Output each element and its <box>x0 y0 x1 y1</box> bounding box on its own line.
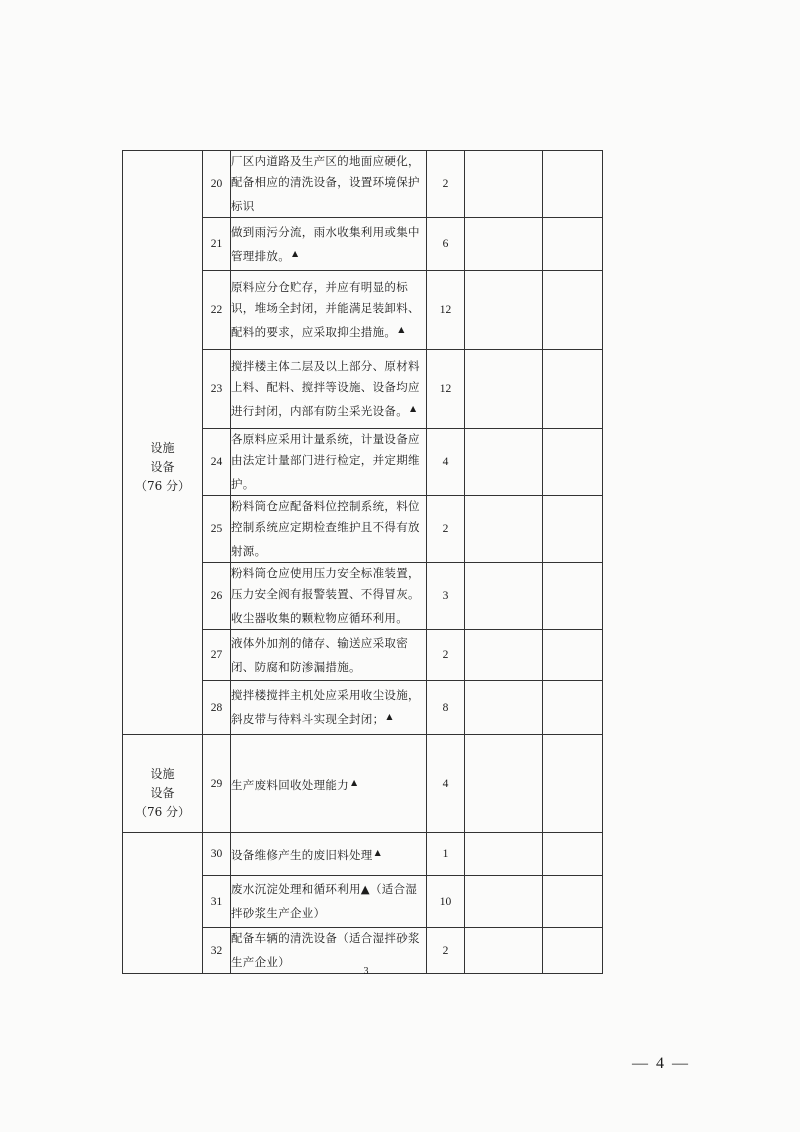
item-number: 28 <box>203 681 231 735</box>
item-score: 3 <box>427 563 465 630</box>
blank-cell <box>543 563 603 630</box>
blank-cell <box>465 928 543 974</box>
item-content: 搅拌楼主体二层及以上部分、原材料上料、配料、搅拌等设施、设备均应进行封闭，内部有防尘采光设备。 ▲ <box>231 350 427 429</box>
blank-cell <box>543 218 603 271</box>
triangle-icon: ▲ <box>292 248 299 258</box>
inner-page-number: 3 <box>363 966 369 977</box>
item-score: 2 <box>427 151 465 218</box>
triangle-icon: ▲ <box>374 848 382 857</box>
item-score: 12 <box>427 271 465 350</box>
category-cell-empty <box>123 833 203 974</box>
item-score: 4 <box>427 735 465 833</box>
item-score: 1 <box>427 833 465 876</box>
blank-cell <box>543 271 603 350</box>
table-row <box>123 151 603 218</box>
outer-page-number: — 4 — <box>632 1055 690 1072</box>
item-score: 2 <box>427 496 465 563</box>
item-content: 配备车辆的清洗设备（适合湿拌砂浆生产企业） <box>231 928 427 974</box>
item-content: 原料应分仓贮存，并应有明显的标识，堆场全封闭，并能满足装卸料、配料的要求，应采取抑尘措施。 ▲ <box>231 271 427 350</box>
blank-cell <box>465 563 543 630</box>
category-label-line3: （76 分） <box>134 805 191 819</box>
item-number: 22 <box>203 271 231 350</box>
blank-cell <box>543 833 603 876</box>
blank-cell <box>465 218 543 271</box>
category-label-line2: 设备 <box>150 786 175 800</box>
triangle-icon: ▲ <box>398 325 405 334</box>
blank-cell <box>465 429 543 496</box>
triangle-icon: ▲ <box>410 404 417 413</box>
item-content: 液体外加剂的储存、输送应采取密闭、防腐和防渗漏措施。 <box>231 630 427 681</box>
category-label-line2: 设备 <box>150 460 175 474</box>
item-number: 30 <box>203 833 231 876</box>
item-number: 27 <box>203 630 231 681</box>
item-number: 29 <box>203 735 231 833</box>
category-label-line1: 设施 <box>150 441 175 455</box>
blank-cell <box>465 876 543 928</box>
item-content: 粉料筒仓应配备料位控制系统，料位控制系统应定期检查维护且不得有放射源。 <box>231 496 427 563</box>
item-content: 生产废料回收处理能力 ▲ <box>231 735 427 833</box>
item-score: 10 <box>427 876 465 928</box>
blank-cell <box>543 350 603 429</box>
item-number: 20 <box>203 151 231 218</box>
blank-cell <box>543 876 603 928</box>
item-content: 粉料筒仓应使用压力安全标准装置，压力安全阀有报警装置、不得冒灰。收尘器收集的颗粒物应循环利用。 <box>231 563 427 630</box>
item-content: 搅拌楼搅拌主机处应采用收尘设施，斜皮带与待料斗实现全封闭； ▲ <box>231 681 427 735</box>
table-row <box>123 735 603 833</box>
blank-cell <box>543 928 603 974</box>
blank-cell <box>465 271 543 350</box>
item-number: 23 <box>203 350 231 429</box>
item-content: 做到雨污分流，雨水收集利用或集中管理排放。 ▲ <box>231 218 427 271</box>
blank-cell <box>465 833 543 876</box>
category-cell <box>123 151 203 735</box>
evaluation-table <box>122 150 603 974</box>
category-cell-repeat <box>123 735 203 833</box>
blank-cell <box>465 735 543 833</box>
blank-cell <box>465 496 543 563</box>
item-score: 8 <box>427 681 465 735</box>
item-number: 21 <box>203 218 231 271</box>
item-content: 各原料应采用计量系统，计量设备应由法定计量部门进行检定，并定期维护。 <box>231 429 427 496</box>
blank-cell <box>465 681 543 735</box>
blank-cell <box>543 151 603 218</box>
item-score: 4 <box>427 429 465 496</box>
item-number: 31 <box>203 876 231 928</box>
category-label-line1: 设施 <box>150 767 175 781</box>
item-content: 设备维修产生的废旧料处理 ▲ <box>231 833 427 876</box>
item-number: 26 <box>203 563 231 630</box>
blank-cell <box>543 681 603 735</box>
blank-cell <box>543 429 603 496</box>
triangle-icon: ▲ <box>351 777 358 787</box>
blank-cell <box>465 350 543 429</box>
blank-cell <box>543 735 603 833</box>
item-number: 24 <box>203 429 231 496</box>
item-content: 厂区内道路及生产区的地面应硬化，配备相应的清洗设备，设置环境保护标识 <box>231 151 427 218</box>
blank-cell <box>465 151 543 218</box>
category-label-line3: （76 分） <box>134 479 191 493</box>
item-score: 2 <box>427 630 465 681</box>
triangle-icon: ▲ <box>386 712 393 721</box>
blank-cell <box>465 630 543 681</box>
blank-cell <box>543 630 603 681</box>
item-score: 2 <box>427 928 465 974</box>
item-score: 12 <box>427 350 465 429</box>
table-row <box>123 833 603 876</box>
blank-cell <box>543 496 603 563</box>
item-content: 废水沉淀处理和循环利用▲（适合湿拌砂浆生产企业） <box>231 876 427 928</box>
item-number: 32 <box>203 928 231 974</box>
item-number: 25 <box>203 496 231 563</box>
item-score: 6 <box>427 218 465 271</box>
